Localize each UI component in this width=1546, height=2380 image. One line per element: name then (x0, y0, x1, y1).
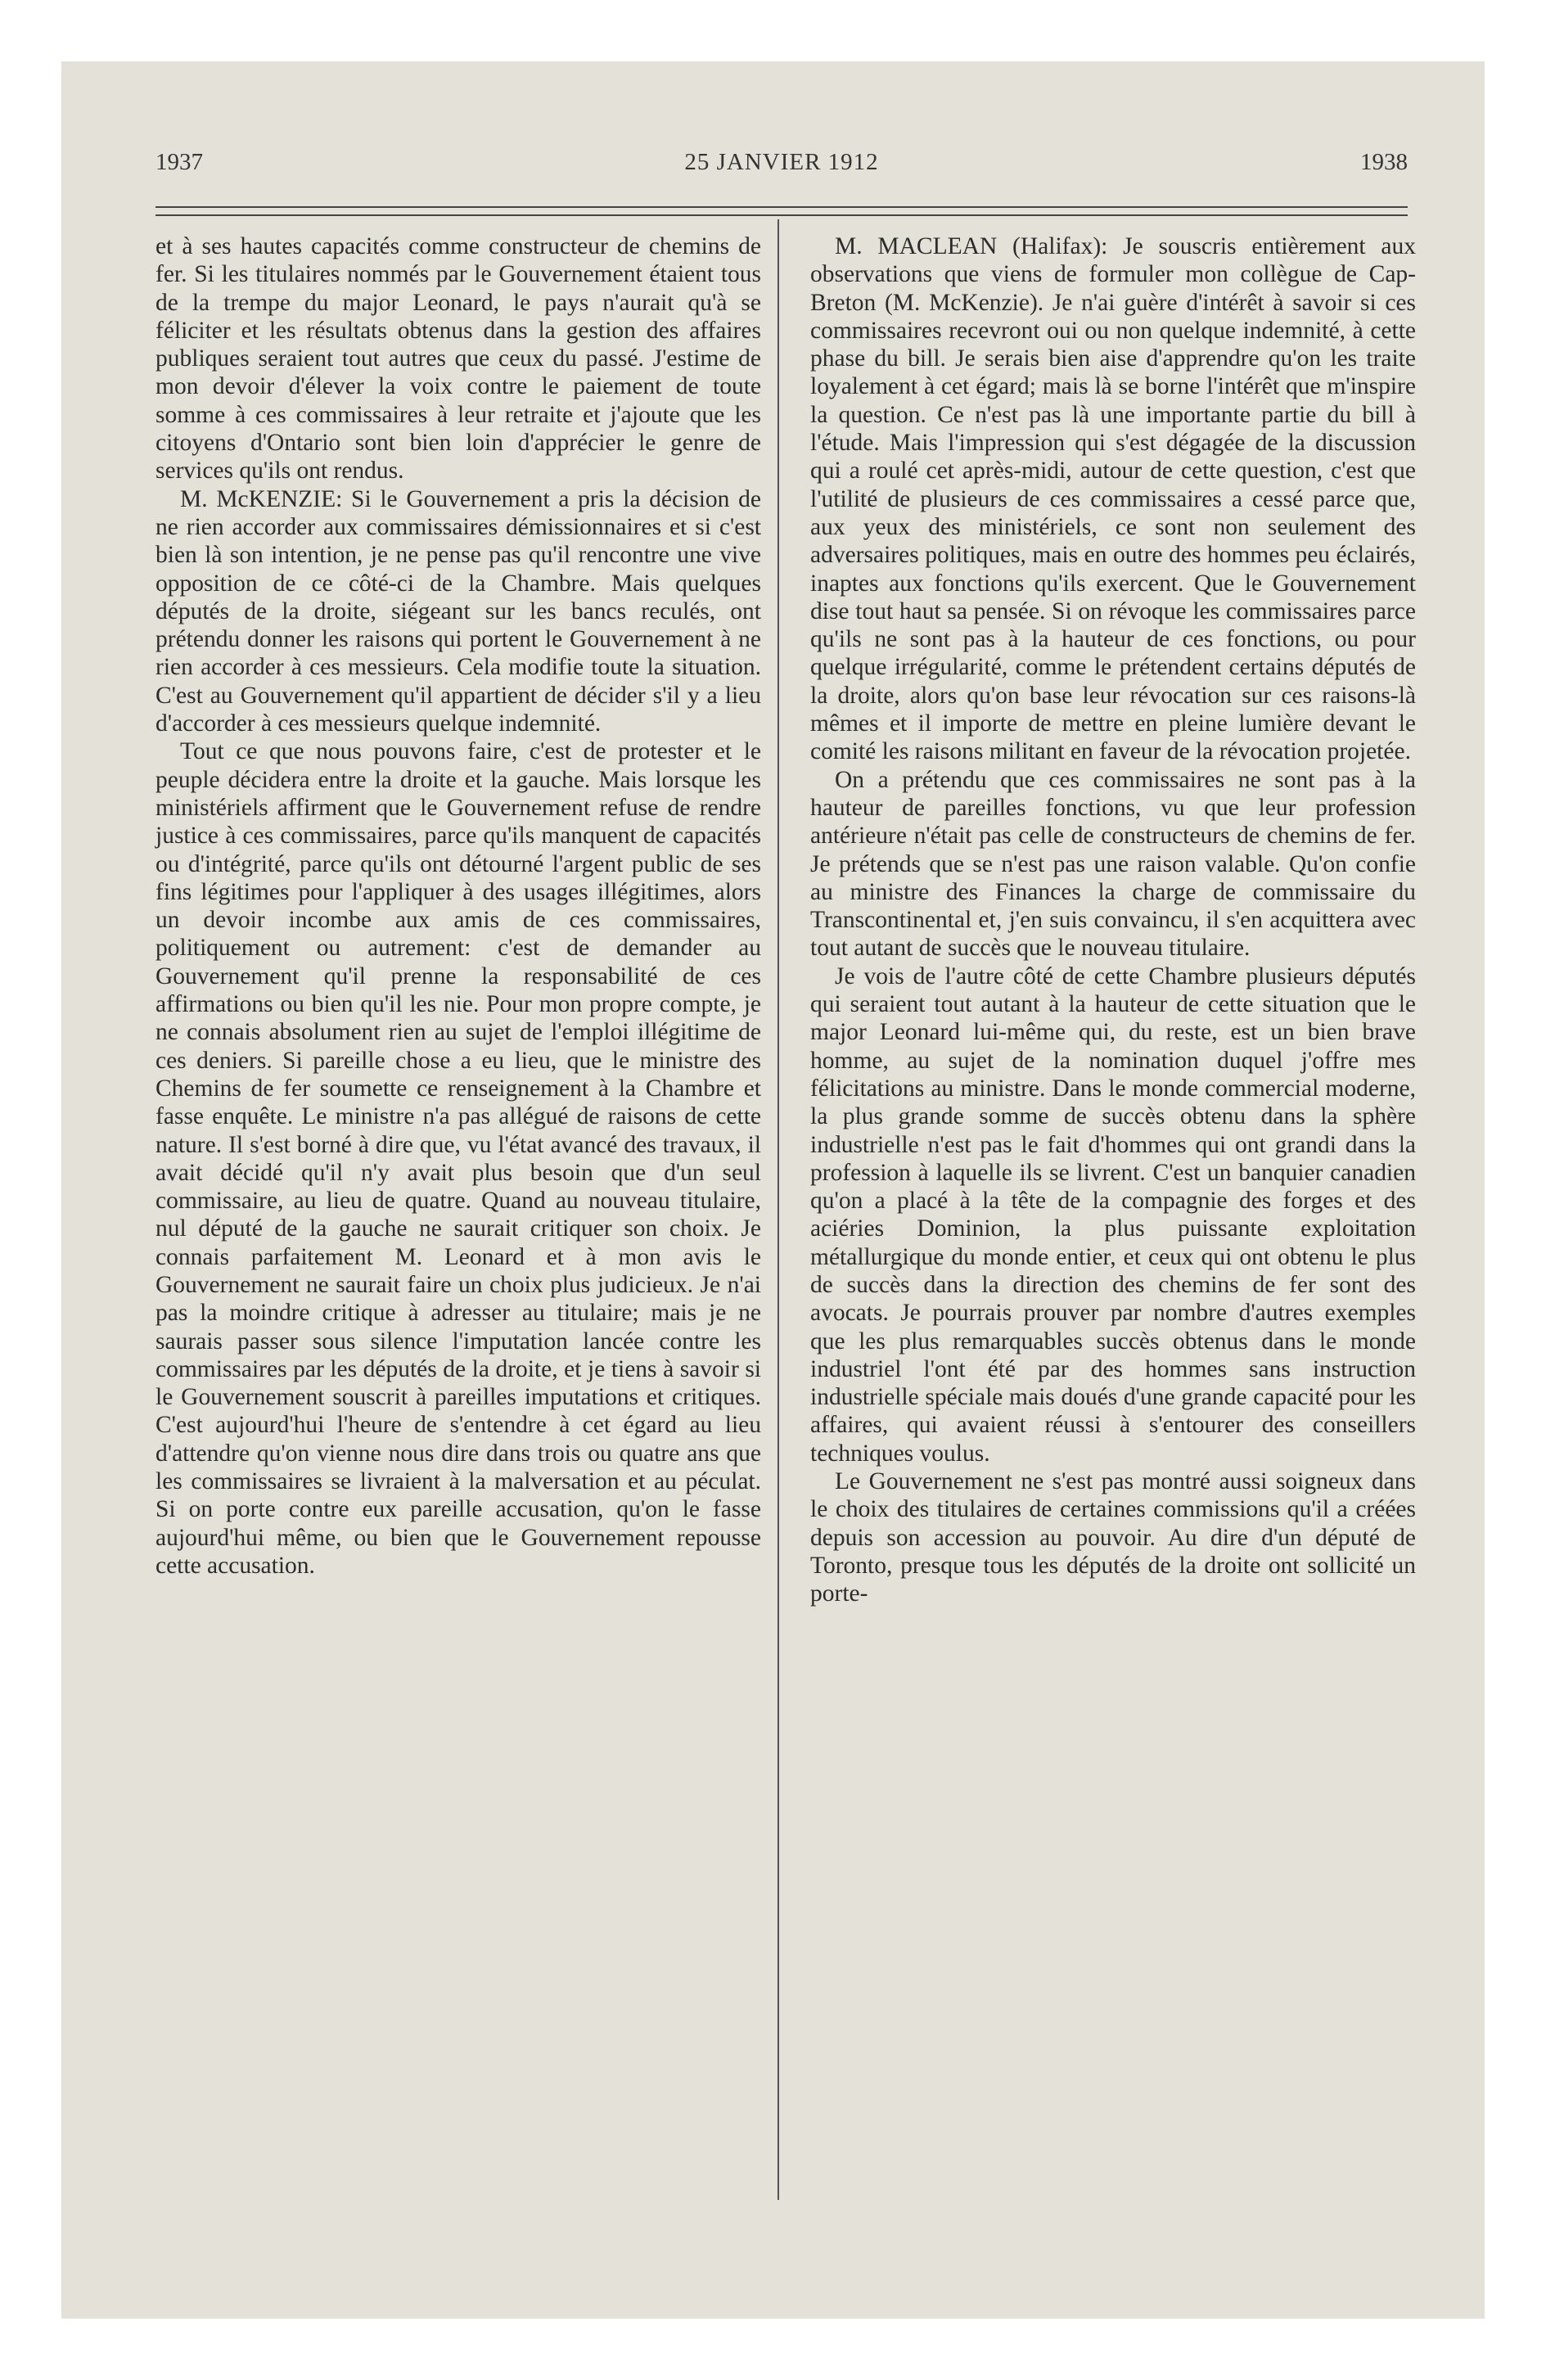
paragraph: Je vois de l'autre côté de cette Chambre plusieurs députés qui seraient tout autant à la hauteur de cette situation que le major Leonard lui-même qui, du reste, est un bien brave homme, au sujet de la nomination duquel j'offre mes félicitations au ministre. Dans le monde commercial moderne, la plus grande somme de succès obtenu dans la sphère industrielle n'est pas le fait d'hommes qui ont grandi dans la profession à laquelle ils se livrent. C'est un banquier canadien qu'on a placé à la tête de la compagnie des forges et des aciéries Dominion, la plus puissante exploitation métallurgique du monde entier, et ceux qui ont obtenu le plus de succès dans la direction des chemins de fer sont des avocats. Je pourrais prouver par nombre d'autres exemples que les plus remarquables succès obtenus dans le monde industriel l'ont été par des hommes sans instruction industrielle spéciale mais doués d'une grande capacité pour les affaires, qui avaient réussi à s'entourer des conseillers techniques voulus. (810, 962, 1416, 1467)
paragraph: M. MACLEAN (Halifax): Je souscris entièrement aux observations que viens de formuler mon collègue de Cap-Breton (M. McKenzie). Je n'ai guère d'intérêt à savoir si ces commissaires recevront oui ou non quelque indemnité, à cette phase du bill. Je serais bien aise d'apprendre qu'on les traite loyalement à cet égard; mais là se borne l'intérêt que m'inspire la question. Ce n'est pas là une importante partie du bill à l'étude. Mais l'impression qui s'est dégagée de la discussion qui a roulé cet après-midi, autour de cette question, c'est que l'utilité de plusieurs de ces commissaires a cessé parce que, aux yeux des ministériels, ce sont non seulement des adversaires politiques, mais en outre des hommes peu éclairés, inaptes aux fonctions qu'ils exercent. Que le Gouvernement dise tout haut sa pensée. Si on révoque les commissaires parce qu'ils ne sont pas à la hauteur de ces fonctions, ou pour quelque irrégularité, comme le prétendent certains députés de la droite, alors qu'on base leur révocation sur ces raisons-là mêmes et il importe de mettre en pleine lumière devant le comité les raisons militant en faveur de la révocation projetée. (810, 233, 1416, 765)
paragraph: On a prétendu que ces commissaires ne sont pas à la hauteur de pareilles fonctions, vu que leur profession antérieure n'était pas celle de constructeurs de chemins de fer. Je prétends que se n'est pas une raison valable. Qu'on confie au ministre des Finances la charge de commissaire du Transcontinental et, j'en suis convaincu, il s'en acquittera avec tout autant de succès que le nouveau titulaire. (810, 766, 1416, 962)
column-divider (778, 219, 779, 2200)
paragraph: et à ses hautes capacités comme constructeur de chemins de fer. Si les titulaires nommés par le Gouvernement étaient tous de la trempe du major Leonard, le pays n'aurait qu'à se féliciter et les résultats obtenus dans la gestion des affaires publiques seraient tout autres que ceux du passé. J'estime de mon devoir d'élever la voix contre le paiement de toute somme à ces commissaires à leur retraite et j'ajoute que les citoyens d'Ontario sont bien loin d'apprécier le genre de services qu'ils ont rendus. (156, 233, 761, 485)
left-column (156, 232, 761, 1580)
paragraph: Tout ce que nous pouvons faire, c'est de protester et le peuple décidera entre la droite et la gauche. Mais lorsque les ministériels affirment que le Gouvernement refuse de rendre justice à ces commissaires, parce qu'ils manquent de capacités ou d'intégrité, parce qu'ils ont détourné l'argent public de ses fins légitimes pour l'appliquer à des usages illégitimes, alors un devoir incombe aux amis de ces commissaires, politiquement ou autrement: c'est de demander au Gouvernement qu'il prenne la responsabilité de ces affirmations ou bien qu'il les nie. Pour mon propre compte, je ne connais absolument rien au sujet de l'emploi illégitime de ces deniers. Si pareille chose a eu lieu, que le ministre des Chemins de fer soumette ce renseignement à la Chambre et fasse enquête. Le ministre n'a pas allégué de raisons de cette nature. Il s'est borné à dire que, vu l'état avancé des travaux, il avait décidé qu'il n'y avait plus besoin que d'un seul commissaire, au lieu de quatre. Quand au nouveau titulaire, nul député de la gauche ne saurait critiquer son choix. Je connais parfaitement M. Leonard et à mon avis le Gouvernement ne saurait faire un choix plus judicieux. Je n'ai pas la moindre critique à adresser au titulaire; mais je ne saurais passer sous silence l'imputation lancée contre les commissaires par les députés de la droite, et je tiens à savoir si le Gouvernement souscrit à pareilles imputations et critiques. C'est aujourd'hui l'heure de s'entendre à cet égard au lieu d'attendre qu'on vienne nous dire dans trois ou quatre ans que les commissaires se livraient à la malversation et au péculat. Si on porte contre eux pareille accusation, qu'on le fasse aujourd'hui même, ou bien que le Gouvernement repousse cette accusation. (156, 738, 761, 1579)
paragraph: Le Gouvernement ne s'est pas montré aussi soigneux dans le choix des titulaires de certaines commissions qu'il a créées depuis son accession au pouvoir. Au dire d'un député de Toronto, presque tous les députés de la droite ont sollicité un porte- (810, 1468, 1416, 1607)
header-rule-bottom (156, 214, 1408, 216)
hansard-page (156, 141, 1416, 2220)
page-date: 25 JANVIER 1912 (684, 149, 879, 175)
header-rule-top (156, 206, 1408, 208)
left-page-number: 1937 (156, 149, 203, 175)
page-header (156, 141, 1408, 182)
paragraph: M. McKENZIE: Si le Gouvernement a pris la décision de ne rien accorder aux commissaires démissionnaires et si c'est bien là son intention, je ne pense pas qu'il rencontre une vive opposition de ce côté-ci de la Chambre. Mais quelques députés de la droite, siégeant sur les bancs reculés, ont prétendu donner les raisons qui portent le Gouvernement à ne rien accorder à ces messieurs. Cela modifie toute la situation. C'est au Gouvernement qu'il appartient de décider s'il y a lieu d'accorder à ces messieurs quelque indemnité. (156, 485, 761, 737)
right-page-number: 1938 (1360, 149, 1408, 175)
right-column (810, 232, 1416, 1608)
